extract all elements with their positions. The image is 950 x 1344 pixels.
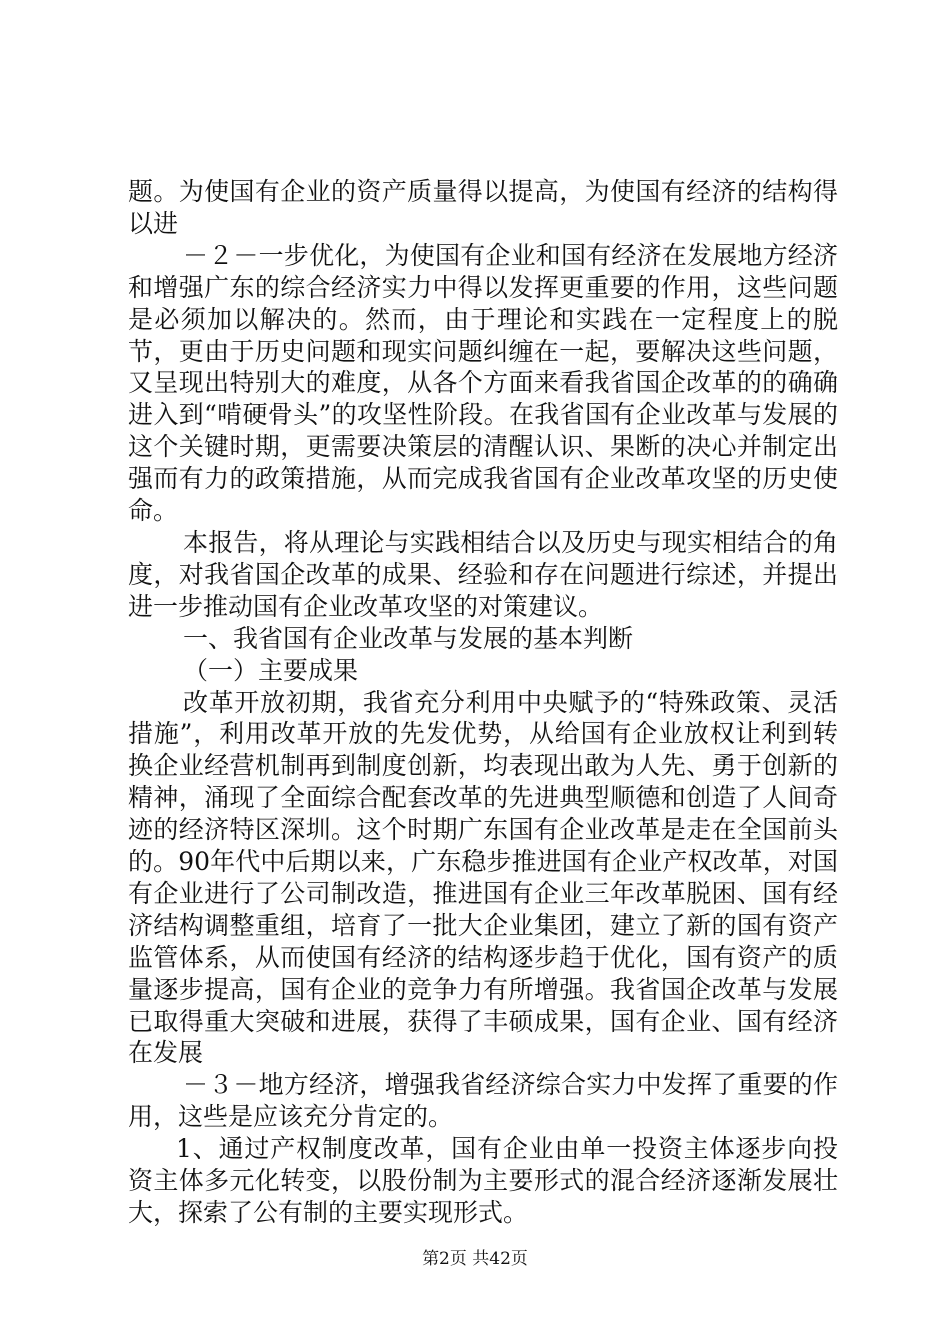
page-footer: 第2页 共42页: [422, 1249, 528, 1269]
paragraph-report-intro: 本报告，将从理论与实践相结合以及历史与现实相结合的角度，对我省国企改革的成果、经验和存在问题进行综述，并提出进一步推动国有企业改革攻坚的对策建议。: [128, 527, 838, 621]
paragraph-page-marker-2: －２－一步优化，为使国有企业和国有经济在发展地方经济和增强广东的综合经济实力中得以发挥更重要的作用，这些问题是必须加以解决的。然而，由于理论和实践在一定程度上的脱节，更由于历史问题和现实问题纠缠在一起，要解决这些问题，又呈现出特别大的难度，从各个方面来看我省国企改革的的确确进入到“啃硬骨头”的攻坚性阶段。在我省国有企业改革与发展的这个关键时期，更需要决策层的清醒认识、果断的决心并制定出强而有力的政策措施，从而完成我省国有企业改革攻坚的历史使命。: [128, 240, 838, 526]
paragraph-continued: 题。为使国有企业的资产质量得以提高，为使国有经济的结构得以进: [128, 177, 838, 238]
paragraph-page-marker-3: －３－地方经济，增强我省经济综合实力中发挥了重要的作用，这些是应该充分肯定的。: [128, 1070, 838, 1132]
subsection-heading: （一）主要成果: [183, 655, 359, 685]
document-body: [128, 176, 838, 1229]
numbered-item-1: 1、通过产权制度改革，国有企业由单一投资主体逐步向投资主体多元化转变，以股份制为主要形式的混合经济逐渐发展壮大，探索了公有制的主要实现形式。: [128, 1134, 838, 1227]
paragraph-achievements: 改革开放初期，我省充分利用中央赋予的“特殊政策、灵活措施”，利用改革开放的先发优势，从给国有企业放权让利到转换企业经营机制再到制度创新，均表现出敢为人先、勇于创新的精神，涌现了全面综合配套改革的先进典型顺德和创造了人间奇迹的经济特区深圳。这个时期广东国有企业改革是走在全国前头的。90年代中后期以来，广东稳步推进国有企业产权改革，对国有企业进行了公司制改造，推进国有企业三年改革脱困、国有经济结构调整重组，培育了一批大企业集团，建立了新的国有资产监管体系，从而使国有经济的结构逐步趋于优化，国有资产的质量逐步提高，国有企业的竞争力有所增强。我省国企改革与发展已取得重大突破和进展，获得了丰硕成果，国有企业、国有经济在发展: [128, 687, 838, 1068]
section-heading: 一、我省国有企业改革与发展的基本判断: [183, 623, 634, 653]
